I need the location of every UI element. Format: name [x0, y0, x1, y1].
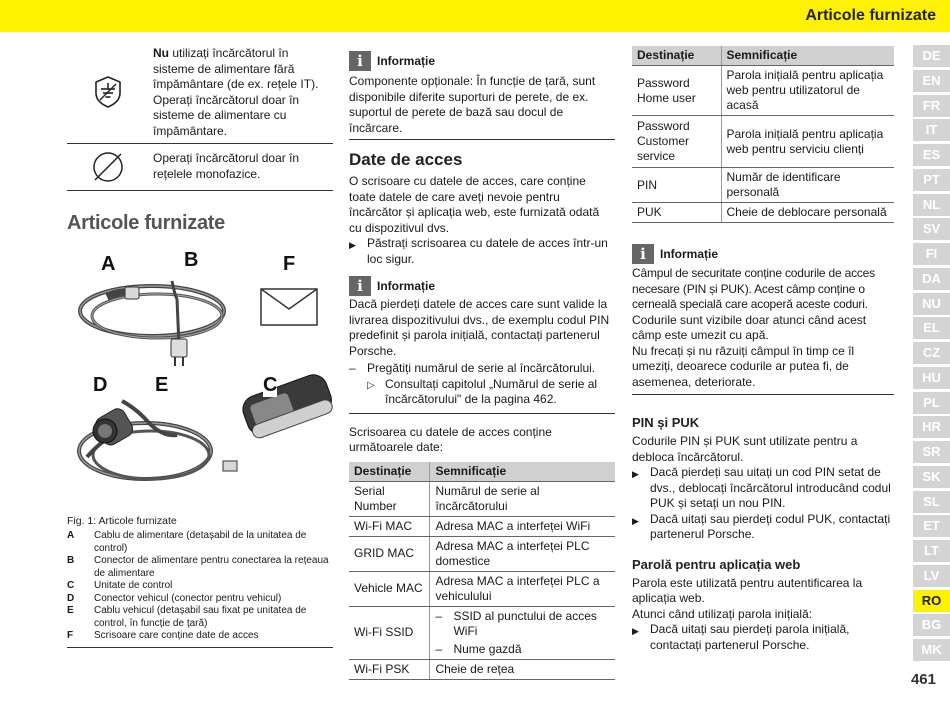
info-heading-label: Informație: [660, 247, 719, 261]
column-middle: [349, 46, 615, 680]
single-phase-icon: [91, 150, 125, 184]
info-text: Dacă pierdeți datele de acces care sunt valide la livrarea dispozitivului dvs., de exemplu codul PIN predefinit și parola inițială, contactați partenerul Porsche.: [349, 297, 610, 358]
language-tab-pt[interactable]: PT: [913, 169, 950, 191]
legend-item: [67, 580, 333, 593]
info-icon: i: [632, 244, 654, 264]
language-tab-fr[interactable]: FR: [913, 95, 950, 117]
figure-label-e: E: [155, 374, 169, 396]
info-text: Codurile sunt vizibile doar atunci când acest câmp este umezit cu apă.: [632, 312, 867, 342]
pin-puk-title: PIN și PUK: [632, 415, 700, 430]
symbol-row: [67, 144, 333, 191]
language-tab-en[interactable]: EN: [913, 70, 950, 92]
triangle-marker-icon: ▷: [367, 379, 375, 391]
figure-label-b: B: [184, 249, 199, 271]
language-tab-de[interactable]: DE: [913, 45, 950, 67]
language-tab-cz[interactable]: CZ: [913, 342, 950, 364]
language-tab-da[interactable]: DA: [913, 268, 950, 290]
table-row: PUK Cheie de deblocare personală: [632, 203, 894, 223]
bullet-arrow-icon: ▶: [349, 240, 356, 250]
info-text: Nu frecați și nu răzuiți câmpul în timp ce îl umeziți, deoarece codurile ar putea fi, de asemenea, deteriorate.: [632, 343, 855, 389]
info-heading-label: Informație: [377, 54, 436, 68]
list-item: ▶ Păstrați scrisoarea cu datele de acces într-un loc sigur.: [349, 236, 608, 266]
page-number: 461: [910, 671, 936, 688]
table-row: Wi-Fi SSID – SSID al punctului de acces WiFi – Nume gazdă: [349, 606, 615, 660]
table-row: Wi-Fi MAC Adresa MAC a interfeței WiFi: [349, 516, 615, 536]
passwords-table: [632, 46, 894, 223]
list-item: – Pregătiți numărul de serie al încărcătorului.: [349, 361, 596, 375]
language-tab-lt[interactable]: LT: [913, 540, 950, 562]
legend-item: [67, 530, 333, 555]
table-row: Password Customer service Parola inițială pentru aplicația web pentru serviciu clienți: [632, 116, 894, 168]
list-item: ▷ Consultați capitolul „Numărul de serie al încărcătorului" de la pagina 462.: [367, 376, 598, 406]
symbol-text: utilizați încărcătorul în sisteme de alimentare fără împământare (de ex. rețele IT). Operați încărcătorul doar în sisteme de alimentare cu împământare.: [153, 46, 319, 138]
legend-item: [67, 593, 333, 606]
legend-key: F: [67, 630, 74, 641]
figure-label-c: C: [263, 374, 278, 396]
info-icon: i: [349, 276, 371, 296]
language-tab-sk[interactable]: SK: [913, 466, 950, 488]
language-tab-el[interactable]: EL: [913, 317, 950, 339]
language-tab-es[interactable]: ES: [913, 144, 950, 166]
web-password-title: Parolă pentru aplicația web: [632, 556, 801, 572]
dash-marker: –: [349, 361, 356, 375]
legend-key: B: [67, 555, 75, 566]
bullet-arrow-icon: ▶: [632, 626, 639, 636]
language-tab-lv[interactable]: LV: [913, 565, 950, 587]
legend-item: [67, 555, 333, 580]
legend-text: Cablu vehicul (detașabil sau fixat pe unitatea de control, în funcție de țară): [94, 605, 307, 629]
legend-text: Conector de alimentare pentru conectarea la rețeaua de alimentare: [94, 555, 329, 579]
legend-key: C: [67, 580, 75, 591]
table-row: Wi-Fi PSK Cheie de rețea: [349, 660, 615, 680]
legend-item: [67, 605, 333, 630]
language-tab-ro[interactable]: RO: [913, 590, 950, 612]
list-item: – SSID al punctului de acces WiFi: [435, 608, 597, 638]
column-header: Destinație: [632, 46, 721, 66]
figure-delivered-items: [67, 251, 333, 511]
column-header: Semnificație: [430, 462, 615, 482]
language-tab-sr[interactable]: SR: [913, 441, 950, 463]
bullet-arrow-icon: ▶: [632, 515, 639, 526]
legend-item: [67, 630, 333, 643]
language-tab-mk[interactable]: MK: [913, 639, 950, 661]
language-tab-sv[interactable]: SV: [913, 218, 950, 240]
table-row: Password Home user Parola inițială pentru aplicația web pentru utilizatorul de acasă: [632, 66, 894, 116]
bullet-arrow-icon: ▶: [632, 469, 639, 479]
section-title: Articole furnizate: [67, 212, 225, 234]
column-right: [632, 46, 894, 653]
legend-text: Scrisoare care conține date de acces: [94, 630, 259, 641]
table-row: PIN Număr de identificare personală: [632, 168, 894, 203]
language-tab-sl[interactable]: SL: [913, 491, 950, 513]
symbol-table: [67, 46, 333, 191]
language-tab-nl[interactable]: NL: [913, 194, 950, 216]
web-password-text: Atunci când utilizați parola inițială:: [632, 606, 813, 621]
info-heading: [632, 244, 894, 264]
figure-caption: Fig. 1: Articole furnizate: [67, 515, 177, 527]
list-item: ▶ Dacă uitați sau pierdeți codul PUK, contactați partenerul Porsche.: [632, 511, 891, 541]
warning-bold: Nu: [153, 46, 169, 60]
info-text: Componente opționale: În funcție de țară, sunt disponibile diferite suporturi de perete, de ex. suportul de perete de bază sau docul de încărcare.: [349, 74, 596, 135]
info-heading-label: Informație: [377, 279, 436, 293]
language-tab-et[interactable]: ET: [913, 515, 950, 537]
column-left: [67, 46, 333, 648]
ground-symbol-icon: [93, 75, 123, 109]
access-data-title: Date de acces: [349, 150, 463, 169]
table-row: GRID MAC Adresa MAC a interfeței PLC domestice: [349, 536, 615, 571]
info-heading: [349, 276, 615, 296]
language-tab-nu[interactable]: NU: [913, 293, 950, 315]
page-header-title: Articole furnizate: [805, 7, 936, 24]
legend-text: Conector vehicul (conector pentru vehicul): [94, 592, 282, 604]
table-row: Vehicle MAC Adresa MAC a interfeței PLC a vehiculului: [349, 571, 615, 606]
figure-label-f: F: [283, 253, 296, 275]
legend-key: A: [67, 530, 75, 541]
table-row: Serial Number Numărul de serie al încărcătorului: [349, 481, 615, 516]
access-data-table: [349, 462, 615, 681]
figure-label-a: A: [101, 253, 116, 275]
language-tab-it[interactable]: IT: [913, 119, 950, 141]
language-tab-pl[interactable]: PL: [913, 392, 950, 414]
list-item: ▶ Dacă uitați sau pierdeți parola inițială, contactați partenerul Porsche.: [632, 622, 850, 652]
info-heading: [349, 51, 615, 71]
legend-text: Unitate de control: [94, 580, 173, 591]
language-tab-hr[interactable]: HR: [913, 416, 950, 438]
language-tabs: [913, 45, 950, 664]
list-item: – Nume gazdă: [435, 641, 522, 656]
info-text: Câmpul de securitate conține codurile de acces necesare (PIN și PUK). Acest câmp conține o cerneală specială care acoperă aceste coduri.: [632, 266, 875, 311]
column-header: Destinație: [349, 462, 430, 482]
language-tab-bg[interactable]: BG: [913, 614, 950, 636]
list-item: ▶ Dacă pierdeți sau uitați un cod PIN setat de dvs., deblocați încărcătorul introducând codul PUK și setați un nou PIN.: [632, 465, 891, 510]
column-header: Semnificație: [721, 46, 894, 66]
table-intro: Scrisoarea cu datele de acces conține următoarele date:: [349, 424, 552, 454]
figure-label-d: D: [93, 374, 108, 396]
pin-puk-text: Codurile PIN și PUK sunt utilizate pentru a debloca încărcătorul.: [632, 434, 858, 464]
symbol-text: Operați încărcătorul doar în rețelele monofazice.: [153, 151, 300, 181]
figure-legend: [67, 530, 333, 643]
legend-text: Cablu de alimentare (detașabil de la unitatea de control): [94, 530, 307, 554]
header-bar: [0, 0, 950, 32]
access-data-text: O scrisoare cu datele de acces, care conține toate datele de care aveți nevoie pentru încărcător și aplicația web, este furnizată odată cu dispozitivul dvs.: [349, 174, 600, 235]
language-tab-fi[interactable]: FI: [913, 243, 950, 265]
symbol-row: [67, 46, 333, 144]
legend-key: E: [67, 605, 74, 616]
web-password-text: Parola este utilizată pentru autentificarea la aplicația web.: [632, 575, 863, 605]
language-tab-hu[interactable]: HU: [913, 367, 950, 389]
info-icon: i: [349, 51, 371, 71]
legend-key: D: [67, 592, 75, 604]
